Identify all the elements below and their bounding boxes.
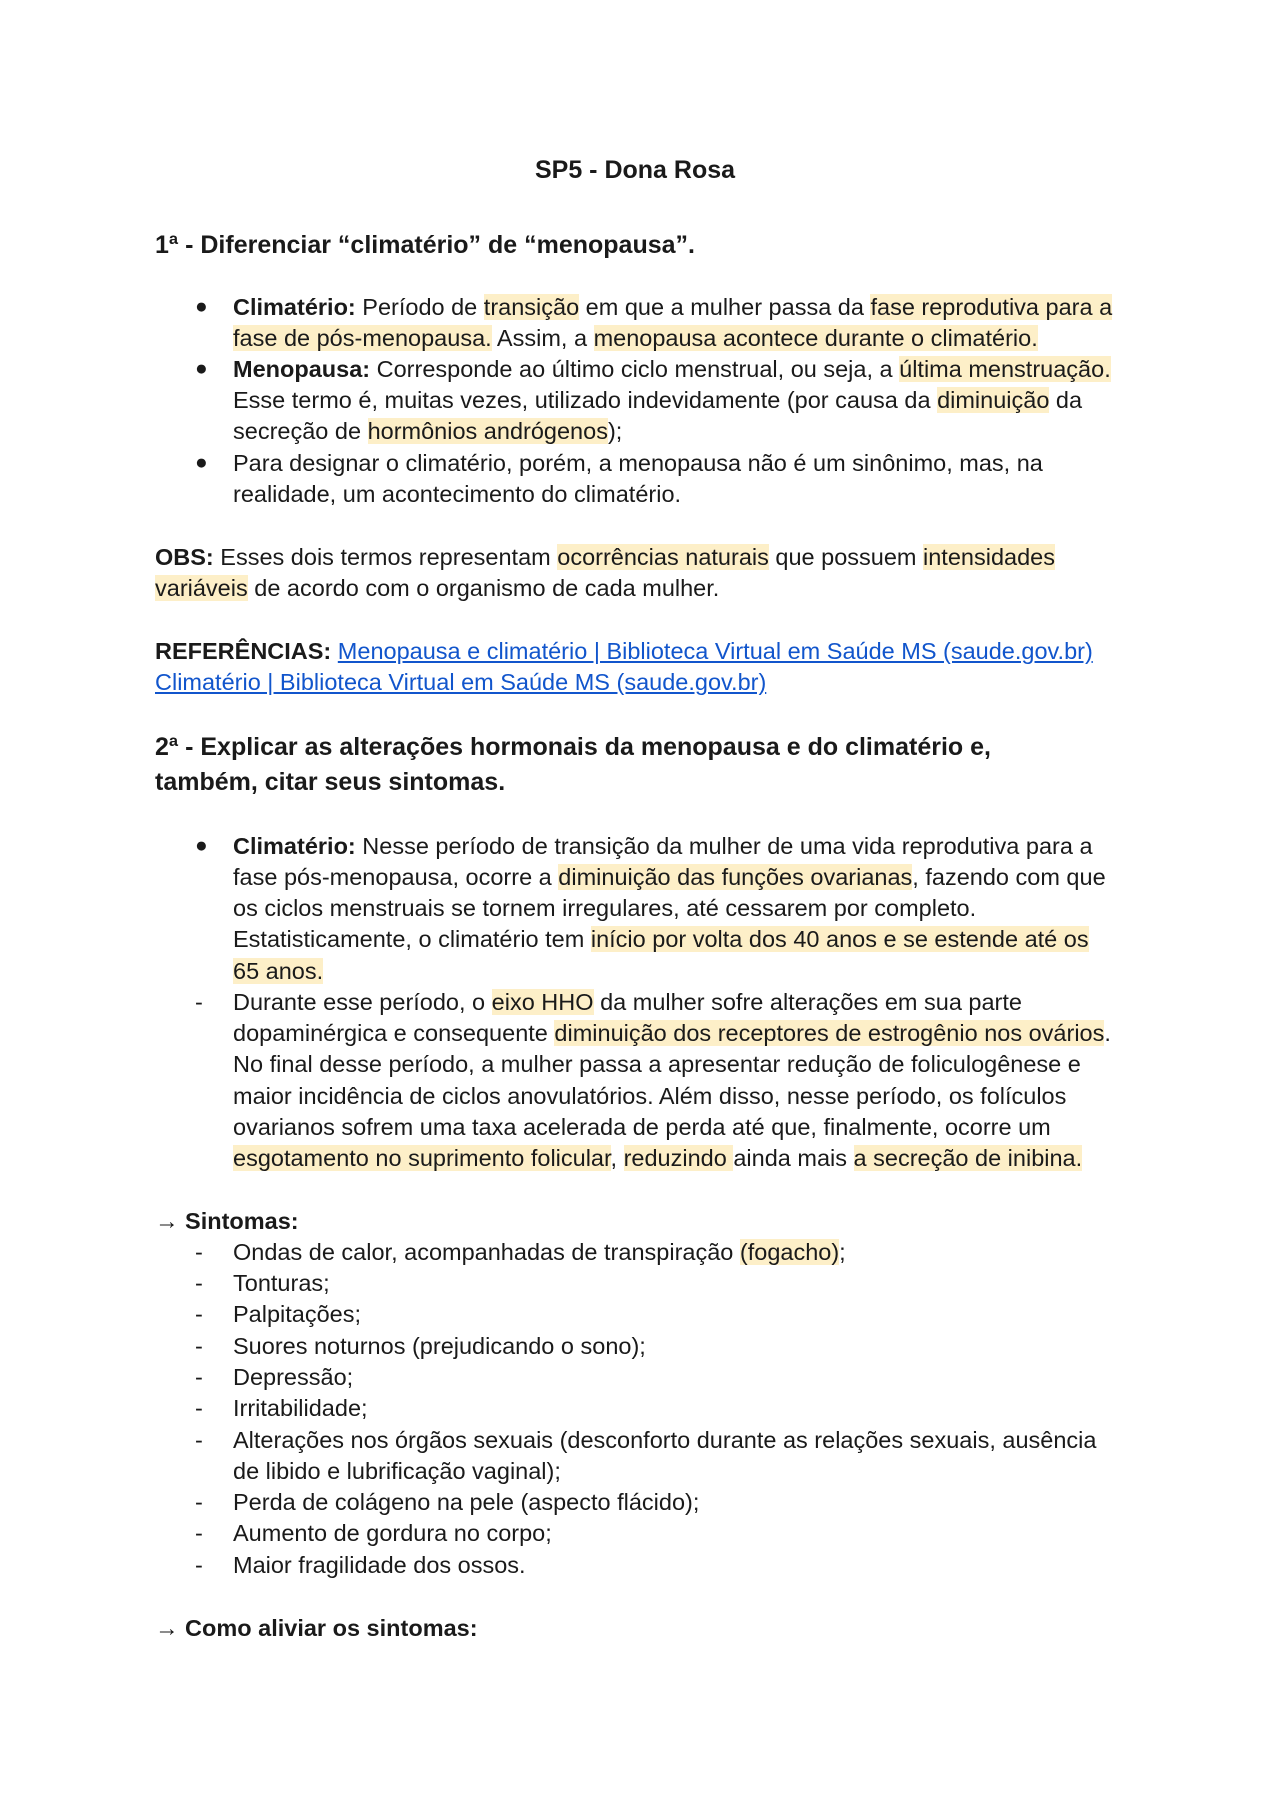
dash-marker: -	[195, 1270, 203, 1296]
sintoma-item: Irritabilidade;	[233, 1395, 368, 1421]
bullet-designar-line2: realidade, um acontecimento do climatério.	[233, 481, 682, 507]
reference-link-2[interactable]: Climatério | Biblioteca Virtual em Saúde MS (saude.gov.br)	[155, 669, 767, 695]
dash-marker: -	[195, 1239, 203, 1265]
q2-climaterio-line5: 65 anos.	[233, 958, 324, 984]
sintoma-item: Ondas de calor, acompanhadas de transpiração (fogacho);	[233, 1239, 846, 1265]
dash-marker: -	[195, 1552, 203, 1578]
q2-eixo-line2: dopaminérgica e consequente diminuição dos receptores de estrogênio nos ovários.	[233, 1020, 1111, 1046]
references-line2	[155, 666, 766, 698]
dash-marker: -	[195, 1395, 203, 1421]
sintoma-item: Aumento de gordura no corpo;	[233, 1520, 552, 1546]
question-1-heading: 1ª - Diferenciar “climatério” de “menopausa”.	[155, 231, 695, 259]
obs-line1: OBS: Esses dois termos representam ocorrências naturais que possuem intensidades	[155, 544, 1055, 570]
q2-eixo-line1: Durante esse período, o eixo HHO da mulher sofre alterações em sua parte	[233, 989, 1022, 1015]
dash-marker: -	[195, 1520, 203, 1546]
sintoma-item: Depressão;	[233, 1364, 354, 1390]
sintoma-item: Alterações nos órgãos sexuais (desconforto durante as relações sexuais, ausência	[233, 1427, 1097, 1453]
aliviar-heading: → Como aliviar os sintomas:	[155, 1615, 478, 1641]
q2-eixo-line6: esgotamento no suprimento folicular, reduzindo ainda mais a secreção de inibina.	[233, 1145, 1083, 1171]
page-title: SP5 - Dona Rosa	[534, 156, 736, 184]
reference-link-1[interactable]: Menopausa e climatério | Biblioteca Virtual em Saúde MS (saude.gov.br)	[337, 638, 1093, 664]
q2-eixo-line3: No final desse período, a mulher passa a apresentar redução de foliculogênese e	[233, 1051, 1081, 1077]
bullet-marker: ●	[195, 834, 208, 857]
dash-marker: -	[195, 1301, 203, 1327]
q2-climaterio-line3: os ciclos menstruais se tornem irregulares, até cessarem por completo.	[233, 895, 977, 921]
bullet-menopausa-line3: secreção de hormônios andrógenos);	[233, 418, 623, 444]
dash-marker: -	[195, 989, 203, 1015]
q2-climaterio-line2: fase pós-menopausa, ocorre a diminuição das funções ovarianas, fazendo com que	[233, 864, 1106, 890]
sintoma-item: Suores noturnos (prejudicando o sono);	[233, 1333, 646, 1359]
bullet-climaterio-line2: fase de pós-menopausa. Assim, a menopausa acontece durante o climatério.	[233, 325, 1038, 351]
bullet-marker: ●	[195, 451, 208, 474]
question-2-heading-line2: também, citar seus sintomas.	[155, 768, 506, 796]
bullet-designar-line1: Para designar o climatério, porém, a menopausa não é um sinônimo, mas, na	[233, 450, 1043, 476]
dash-marker: -	[195, 1427, 203, 1453]
bullet-marker: ●	[195, 295, 208, 318]
bullet-menopausa-line2: Esse termo é, muitas vezes, utilizado indevidamente (por causa da diminuição da	[233, 387, 1083, 413]
bullet-climaterio-line1: Climatério: Período de transição em que a mulher passa da fase reprodutiva para a	[233, 294, 1113, 320]
sintomas-heading: → Sintomas:	[155, 1208, 299, 1234]
question-2-heading-line1: 2ª - Explicar as alterações hormonais da menopausa e do climatério e,	[155, 733, 991, 761]
q2-climaterio-line1: Climatério: Nesse período de transição da mulher de uma vida reprodutiva para a	[233, 833, 1093, 859]
q2-eixo-line5: ovarianos sofrem uma taxa acelerada de perda até que, finalmente, ocorre um	[233, 1114, 1051, 1140]
bullet-marker: ●	[195, 357, 208, 380]
sintoma-item: Perda de colágeno na pele (aspecto flácido);	[233, 1489, 700, 1515]
q2-climaterio-line4: Estatisticamente, o climatério tem início por volta dos 40 anos e se estende até os	[233, 926, 1089, 952]
sintoma-item: Tonturas;	[233, 1270, 330, 1296]
bullet-menopausa-line1: Menopausa: Corresponde ao último ciclo menstrual, ou seja, a última menstruação.	[233, 356, 1111, 382]
dash-marker: -	[195, 1489, 203, 1515]
sintoma-item-continuation: de libido e lubrificação vaginal);	[233, 1458, 561, 1484]
references-line1: REFERÊNCIAS: Menopausa e climatério | Biblioteca Virtual em Saúde MS (saude.gov.br)	[155, 638, 1093, 664]
dash-marker: -	[195, 1364, 203, 1390]
sintoma-item: Palpitações;	[233, 1301, 362, 1327]
obs-line2: variáveis de acordo com o organismo de cada mulher.	[155, 575, 720, 601]
dash-marker: -	[195, 1333, 203, 1359]
q2-eixo-line4: maior incidência de ciclos anovulatórios. Além disso, nesse período, os folículos	[233, 1083, 1067, 1109]
sintoma-item: Maior fragilidade dos ossos.	[233, 1552, 526, 1578]
